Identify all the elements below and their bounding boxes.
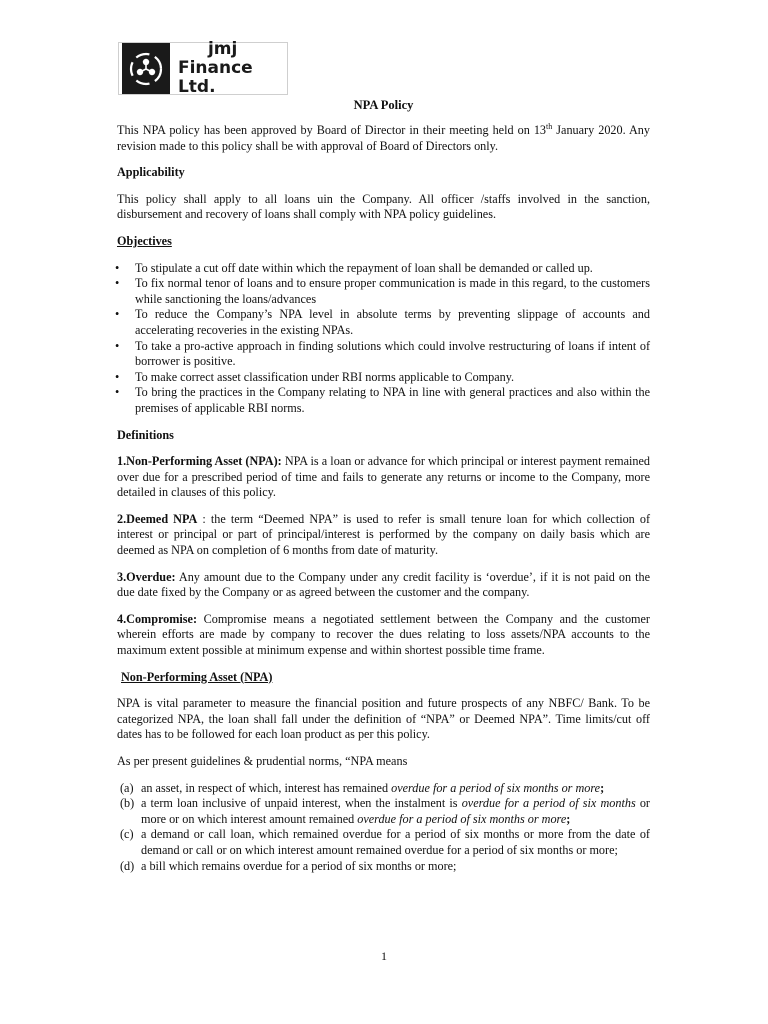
list-item-text: To make correct asset classification under RBI norms applicable to Company. (135, 369, 515, 384)
bullet-icon: • (115, 307, 120, 322)
definition-text: Any amount due to the Company under any credit facility is ‘overdue’, if it is not paid on the due date fixed by the Company or as agreed between the customer and the company. (117, 569, 650, 600)
document-title: NPA Policy (353, 98, 414, 112)
list-item-italic: overdue for a period of six months or more (357, 811, 567, 826)
npa-criteria-list (117, 781, 650, 875)
list-item-italic: overdue for a period of six months (461, 796, 636, 811)
list-item-text: To bring the practices in the Company relating to NPA in line with general practices and also within the premises of applicable RBI norms. (135, 385, 650, 415)
definition-text: NPA is a loan or advance for which principal or interest payment remained over due for a prescribed period of time and fails to generate any returns or income to the Company, more detailed in clauses of this policy. (117, 454, 650, 500)
list-item (117, 307, 650, 338)
definition-term: 3.Overdue: (117, 569, 176, 584)
list-item-text: To reduce the Company’s NPA level in absolute terms by preventing slippage of accounts and accelerating recoveries in the existing NPAs. (135, 307, 650, 337)
definition-term: 1.Non-Performing Asset (NPA): (117, 454, 282, 469)
applicability-heading: Applicability (117, 165, 185, 180)
bullet-icon: • (115, 369, 120, 384)
definition-term: 2.Deemed NPA (117, 511, 198, 526)
definition-deemed-npa (117, 512, 650, 559)
list-marker: (c) (120, 827, 134, 842)
company-logo (118, 39, 288, 97)
definition-overdue (117, 570, 650, 601)
list-item (117, 781, 650, 797)
npa-section-heading: Non-Performing Asset (NPA) (121, 669, 273, 684)
list-marker: (d) (120, 858, 135, 873)
list-item-text: a term loan inclusive of unpaid interest, when the instalment is (141, 796, 462, 811)
npa-section-paragraph: NPA is vital parameter to measure the financial position and future prospects of any NBFC/ Bank. To be categorized NPA, the loan shall fall under the definition of “NPA” or Deemed NPA”. Time limits/cut off dates has to be followed for each loan product as per this policy. (117, 696, 650, 742)
definitions-heading: Definitions (117, 427, 174, 442)
applicability-paragraph: This policy shall apply to all loans uin the Company. All officer /staffs involved in the sanction, disbursement and recovery of loans shall comply with NPA policy guidelines. (117, 191, 650, 222)
intro-superscript: th (546, 121, 553, 131)
npa-section-lead: As per present guidelines & prudential norms, “NPA means (117, 754, 408, 768)
objectives-list (117, 261, 650, 417)
intro-paragraph (117, 123, 650, 154)
list-item (117, 859, 650, 875)
list-item (117, 276, 650, 307)
bullet-icon: • (115, 338, 120, 353)
bullet-icon: • (115, 385, 120, 400)
list-item-bold: ; (600, 780, 605, 795)
list-marker: (b) (120, 796, 135, 811)
list-item (117, 339, 650, 370)
list-item-text: To fix normal tenor of loans and to ensure proper communication is made in this regard, to the customers while sanctioning the loans/advances (135, 276, 650, 306)
list-item-text: an asset, in respect of which, interest has remained (141, 780, 392, 795)
document-body (117, 123, 650, 874)
list-item (117, 261, 650, 277)
intro-text-2: January 2020. Any revision made to this policy shall be with approval of Board of Directors only. (117, 123, 650, 153)
list-item-text: or more or on which interest amount remained (141, 796, 650, 826)
list-item-text: a demand or call loan, which remained overdue for a period of six months or more from the date of demand or call or on which interest amount remained overdue for a period of six months or more; (141, 827, 650, 857)
page-number: 1 (381, 949, 387, 963)
definition-text: : the term “Deemed NPA” is used to refer is small tenure loan for which collection of interest or principal or part of principal/interest is performed by the company on daily basis which are deemed as NPA on completion of 6 months from date of maturity. (117, 511, 651, 558)
intro-text-1: This NPA policy has been approved by Board of Director in their meeting held on 13 (117, 123, 547, 137)
list-item-bold: ; (566, 811, 571, 826)
list-item-text: To stipulate a cut off date within which the repayment of loan shall be demanded or called up. (135, 260, 593, 275)
logo-line2: Finance Ltd. (177, 58, 253, 97)
list-item (117, 796, 650, 827)
list-item-text: To take a pro-active approach in finding solutions which could involve restructuring of loans if intent of borrower is positive. (135, 338, 650, 369)
logo-line1: jmj (207, 39, 238, 59)
bullet-icon: • (115, 260, 120, 275)
definition-text: Compromise means a negotiated settlement between the Company and the customer wherein efforts are made by company to recover the dues relating to loss assets/NPA accounts to the maximum extent possible at minimum expense and within shortest possible time frame. (117, 611, 650, 658)
list-item (117, 370, 650, 386)
bullet-icon: • (115, 276, 120, 291)
list-item-italic: overdue for a period of six months or more (391, 780, 601, 795)
list-item (117, 827, 650, 858)
definition-term: 4.Compromise: (117, 611, 197, 626)
objectives-heading: Objectives (117, 233, 172, 248)
logo-wordmark (178, 40, 287, 97)
definition-compromise (117, 612, 650, 659)
logo-emblem-icon (122, 43, 170, 94)
list-item-text: a bill which remains overdue for a period of six months or more; (141, 858, 457, 873)
definition-npa (117, 454, 650, 501)
list-item (117, 385, 650, 416)
list-marker: (a) (120, 780, 134, 795)
